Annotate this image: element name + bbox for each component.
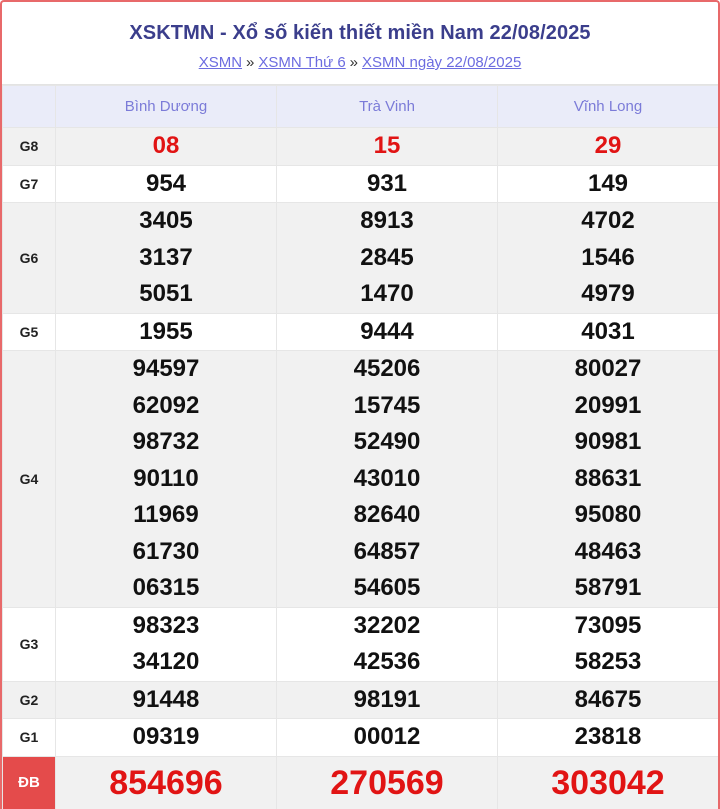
prize-number: 98323 — [132, 611, 200, 639]
prize-label: G6 — [3, 203, 56, 314]
prize-number: 95080 — [574, 501, 642, 528]
prize-label: G3 — [3, 607, 56, 681]
prize-cell — [56, 128, 277, 166]
prize-cell — [498, 203, 719, 314]
prize-cell — [498, 313, 719, 351]
breadcrumb-link-xsmn[interactable]: XSMN — [198, 54, 243, 71]
prize-row-g4 — [3, 351, 719, 608]
prize-number: 00012 — [353, 723, 421, 750]
prize-cell — [56, 203, 277, 314]
prize-label: G8 — [3, 128, 56, 166]
prize-number: 954 — [145, 169, 187, 197]
prize-cell — [56, 607, 277, 681]
prize-number: 45206 — [353, 355, 421, 382]
results-table — [2, 85, 719, 809]
prize-number: 06315 — [132, 574, 200, 601]
prize-number: 1546 — [581, 243, 635, 271]
prize-number: 1470 — [360, 280, 414, 307]
prize-number: 64857 — [353, 537, 421, 565]
prize-number: 91448 — [132, 685, 200, 713]
prize-number: 15745 — [353, 391, 421, 419]
prize-cell — [277, 165, 498, 203]
prize-number: 931 — [366, 169, 408, 197]
breadcrumb-link-xsmn-thu6[interactable]: XSMN Thứ 6 — [258, 54, 346, 71]
prize-cell — [277, 351, 498, 608]
prize-cell — [277, 607, 498, 681]
prize-number: 61730 — [132, 537, 200, 565]
prize-column-header — [3, 86, 56, 128]
prize-cell — [498, 681, 719, 719]
breadcrumb — [2, 54, 718, 71]
prize-cell — [498, 351, 719, 608]
prize-cell — [498, 165, 719, 203]
prize-number: 94597 — [132, 355, 200, 382]
prize-row-g1 — [3, 719, 719, 757]
prize-number: 4979 — [581, 280, 635, 307]
prize-number: 149 — [587, 169, 629, 197]
prize-label: G4 — [3, 351, 56, 608]
prize-number: 34120 — [132, 648, 200, 675]
prize-label: ĐB — [3, 756, 56, 809]
prize-number: 98191 — [353, 685, 421, 713]
prize-number: 73095 — [574, 611, 642, 639]
breadcrumb-separator: » — [349, 54, 359, 71]
prize-cell — [498, 607, 719, 681]
prize-number: 8913 — [360, 207, 414, 234]
prize-row-g2 — [3, 681, 719, 719]
prize-row-g5 — [3, 313, 719, 351]
prize-cell — [277, 681, 498, 719]
prize-number: 80027 — [574, 355, 642, 382]
prize-number: 854696 — [109, 763, 223, 802]
prize-cell — [56, 756, 277, 809]
prize-row-g3 — [3, 607, 719, 681]
prize-number: 58791 — [574, 574, 642, 601]
prize-number: 23818 — [574, 723, 642, 750]
prize-number: 4031 — [581, 317, 635, 345]
prize-number: 2845 — [360, 243, 414, 271]
prize-number: 52490 — [353, 428, 421, 455]
prize-number: 88631 — [574, 464, 642, 492]
prize-number: 62092 — [132, 391, 200, 419]
prize-label: G2 — [3, 681, 56, 719]
prize-number: 1955 — [139, 317, 193, 345]
prize-label: G7 — [3, 165, 56, 203]
prize-row-g6 — [3, 203, 719, 314]
prize-number: 08 — [152, 132, 180, 159]
prize-cell — [277, 756, 498, 809]
prize-number: 29 — [594, 132, 622, 159]
prize-number: 9444 — [360, 317, 414, 345]
province-tra-vinh[interactable]: Trà Vinh — [277, 86, 498, 128]
prize-row-db — [3, 756, 719, 809]
prize-number: 303042 — [551, 763, 665, 802]
page-title: XSKTMN - Xổ số kiến thiết miền Nam 22/08/2025 — [129, 22, 591, 44]
prize-number: 98732 — [132, 428, 200, 455]
prize-number: 90981 — [574, 428, 642, 455]
prize-number: 58253 — [574, 648, 642, 675]
prize-number: 270569 — [330, 763, 444, 802]
prize-label: G5 — [3, 313, 56, 351]
breadcrumb-link-xsmn-date[interactable]: XSMN ngày 22/08/2025 — [362, 54, 522, 71]
prize-cell — [277, 313, 498, 351]
prize-number: 11969 — [133, 501, 199, 528]
prize-number: 3137 — [139, 243, 193, 271]
prize-cell — [56, 165, 277, 203]
prize-number: 42536 — [353, 648, 421, 675]
prize-number: 82640 — [353, 501, 421, 528]
prize-label: G1 — [3, 719, 56, 757]
prize-number: 20991 — [574, 391, 642, 419]
prize-cell — [498, 756, 719, 809]
province-header-row — [3, 86, 719, 128]
prize-number: 48463 — [574, 537, 642, 565]
prize-cell — [277, 719, 498, 757]
prize-cell — [498, 128, 719, 166]
prize-cell — [277, 203, 498, 314]
prize-row-g8 — [3, 128, 719, 166]
prize-number: 4702 — [581, 207, 635, 234]
prize-cell — [56, 313, 277, 351]
prize-number: 09319 — [132, 723, 200, 750]
results-header — [2, 2, 718, 85]
prize-cell — [277, 128, 498, 166]
prize-number: 84675 — [574, 685, 642, 713]
prize-number: 15 — [373, 132, 401, 159]
prize-cell — [498, 719, 719, 757]
prize-cell — [56, 719, 277, 757]
province-binh-duong[interactable]: Bình Dương — [56, 86, 277, 128]
prize-number: 5051 — [139, 280, 193, 307]
prize-number: 90110 — [133, 464, 199, 492]
prize-row-g7 — [3, 165, 719, 203]
breadcrumb-separator: » — [246, 54, 255, 71]
prize-number: 32202 — [353, 611, 421, 639]
prize-number: 54605 — [353, 574, 421, 601]
prize-number: 43010 — [353, 464, 421, 492]
prize-number: 3405 — [139, 207, 193, 234]
prize-cell — [56, 351, 277, 608]
prize-cell — [56, 681, 277, 719]
province-vinh-long[interactable]: Vĩnh Long — [498, 86, 719, 128]
